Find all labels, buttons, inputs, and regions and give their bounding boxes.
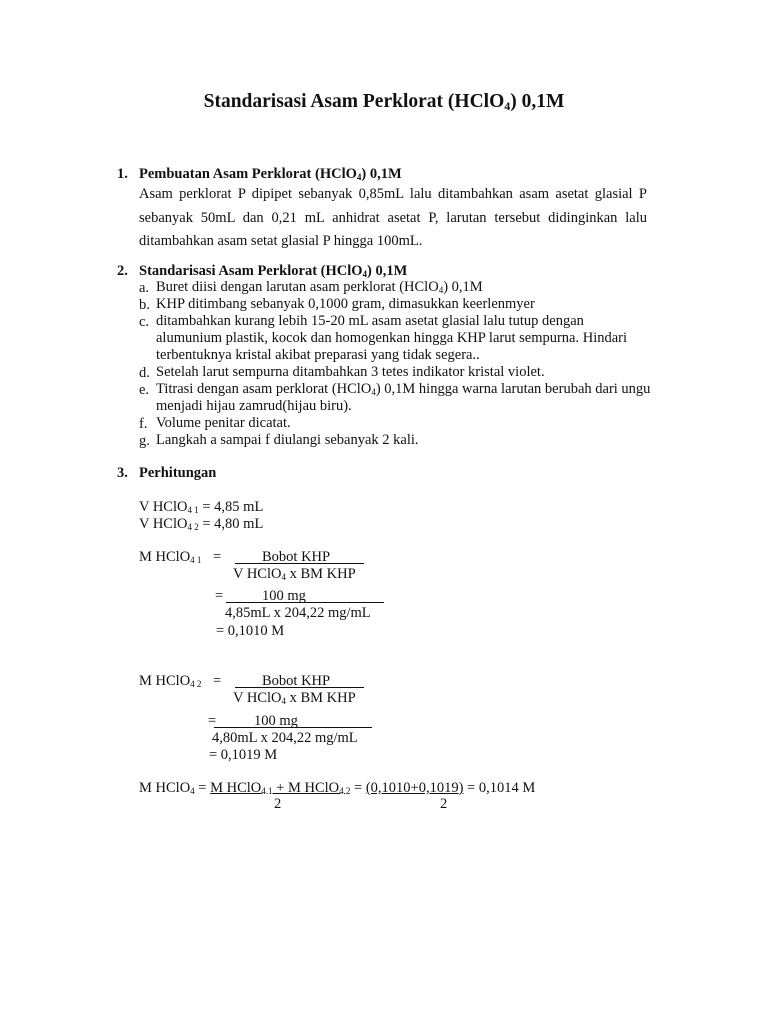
fraction-bar bbox=[214, 727, 372, 728]
list-item: ditambahkan kurang lebih 15-20 mL asam asetat glasial lalu tutup dengan alumunium plastik, kocok dan homogenkan hingga KHP larut sempurna. Hindari terbentuknya kristal akibat preparasi yang tidak segera.. bbox=[156, 313, 628, 363]
section-2-heading: Standarisasi Asam Perklorat (HClO$_4$) 0,1M bbox=[139, 263, 408, 279]
final-equation: M HClO$_4$ = M HClO$_{4 1}$ + M HClO$_{4 2}$ = (0,1010+0,1019) = 0,1014 M bbox=[139, 780, 536, 796]
calc-2-lhs: M HClO$_{4 2}$ bbox=[139, 673, 202, 689]
calc-2-step-equals: = bbox=[208, 713, 217, 729]
calc-2-result: = 0,1019 M bbox=[209, 747, 278, 763]
calc-1-step-denominator: 4,85mL x 204,22 mg/mL bbox=[225, 605, 371, 621]
list-item: Langkah a sampai f diulangi sebanyak 2 kali. bbox=[156, 432, 419, 448]
page-title: Standarisasi Asam Perklorat (HClO$_4$) 0,1M bbox=[203, 91, 565, 113]
section-1-heading: Pembuatan Asam Perklorat (HClO$_4$) 0,1M bbox=[139, 166, 402, 182]
final-denominator-1: 2 bbox=[274, 796, 282, 812]
calc-1-step-equals: = bbox=[215, 588, 224, 604]
list-item: Volume penitar dicatat. bbox=[156, 415, 291, 431]
fraction-bar bbox=[235, 563, 364, 564]
list-item-letter: d. bbox=[139, 365, 150, 381]
final-denominator-2: 2 bbox=[440, 796, 448, 812]
list-item: Titrasi dengan asam perklorat (HClO$_4$) 0,1M hingga warna larutan berubah dari ungu menjadi hijau zamrud(hijau biru). bbox=[156, 381, 651, 414]
calc-2-step-denominator: 4,80mL x 204,22 mg/mL bbox=[212, 730, 358, 746]
calc-1-equals: = bbox=[213, 549, 222, 565]
list-item-letter: b. bbox=[139, 297, 150, 313]
section-3-number: 3. bbox=[117, 465, 128, 481]
section-2-number: 2. bbox=[117, 263, 128, 279]
section-1-number: 1. bbox=[117, 166, 128, 182]
list-item: Buret diisi dengan larutan asam perklorat (HClO$_4$) 0,1M bbox=[156, 279, 483, 295]
fraction-bar bbox=[235, 687, 364, 688]
list-item: Setelah larut sempurna ditambahkan 3 tetes indikator kristal violet. bbox=[156, 364, 545, 380]
calc-1-step-numerator: 100 mg bbox=[262, 588, 306, 604]
section-1-body: Asam perklorat P dipipet sebanyak 0,85mL lalu ditambahkan asam asetat glasial P sebanyak 50mL dan 0,21 mL anhidrat asetat P, larutan tersebut didinginkan lalu ditambahkan asam setat glasial P hingga 100mL. bbox=[139, 186, 647, 249]
fraction-bar bbox=[226, 602, 384, 603]
calc-2-denominator: V HClO$_4$ x BM KHP bbox=[233, 690, 356, 706]
calc-1-denominator: V HClO$_4$ x BM KHP bbox=[233, 566, 356, 582]
calc-2-step-numerator: 100 mg bbox=[254, 713, 298, 729]
volume-1: V HClO$_{4 1}$ = 4,85 mL bbox=[139, 499, 264, 515]
list-item-letter: c. bbox=[139, 314, 150, 330]
calc-1-result: = 0,1010 M bbox=[216, 623, 285, 639]
calc-1-lhs: M HClO$_{4 1}$ bbox=[139, 549, 202, 565]
list-item-letter: e. bbox=[139, 382, 150, 398]
section-3-heading: Perhitungan bbox=[139, 465, 217, 481]
volume-2: V HClO$_{4 2}$ = 4,80 mL bbox=[139, 516, 264, 532]
calc-2-equals: = bbox=[213, 673, 222, 689]
list-item: KHP ditimbang sebanyak 0,1000 gram, dimasukkan keerlenmyer bbox=[156, 296, 535, 312]
list-item-letter: f. bbox=[139, 416, 148, 432]
calc-1-numerator: Bobot KHP bbox=[262, 549, 331, 565]
list-item-letter: a. bbox=[139, 280, 150, 296]
list-item-letter: g. bbox=[139, 433, 150, 449]
calc-2-numerator: Bobot KHP bbox=[262, 673, 331, 689]
